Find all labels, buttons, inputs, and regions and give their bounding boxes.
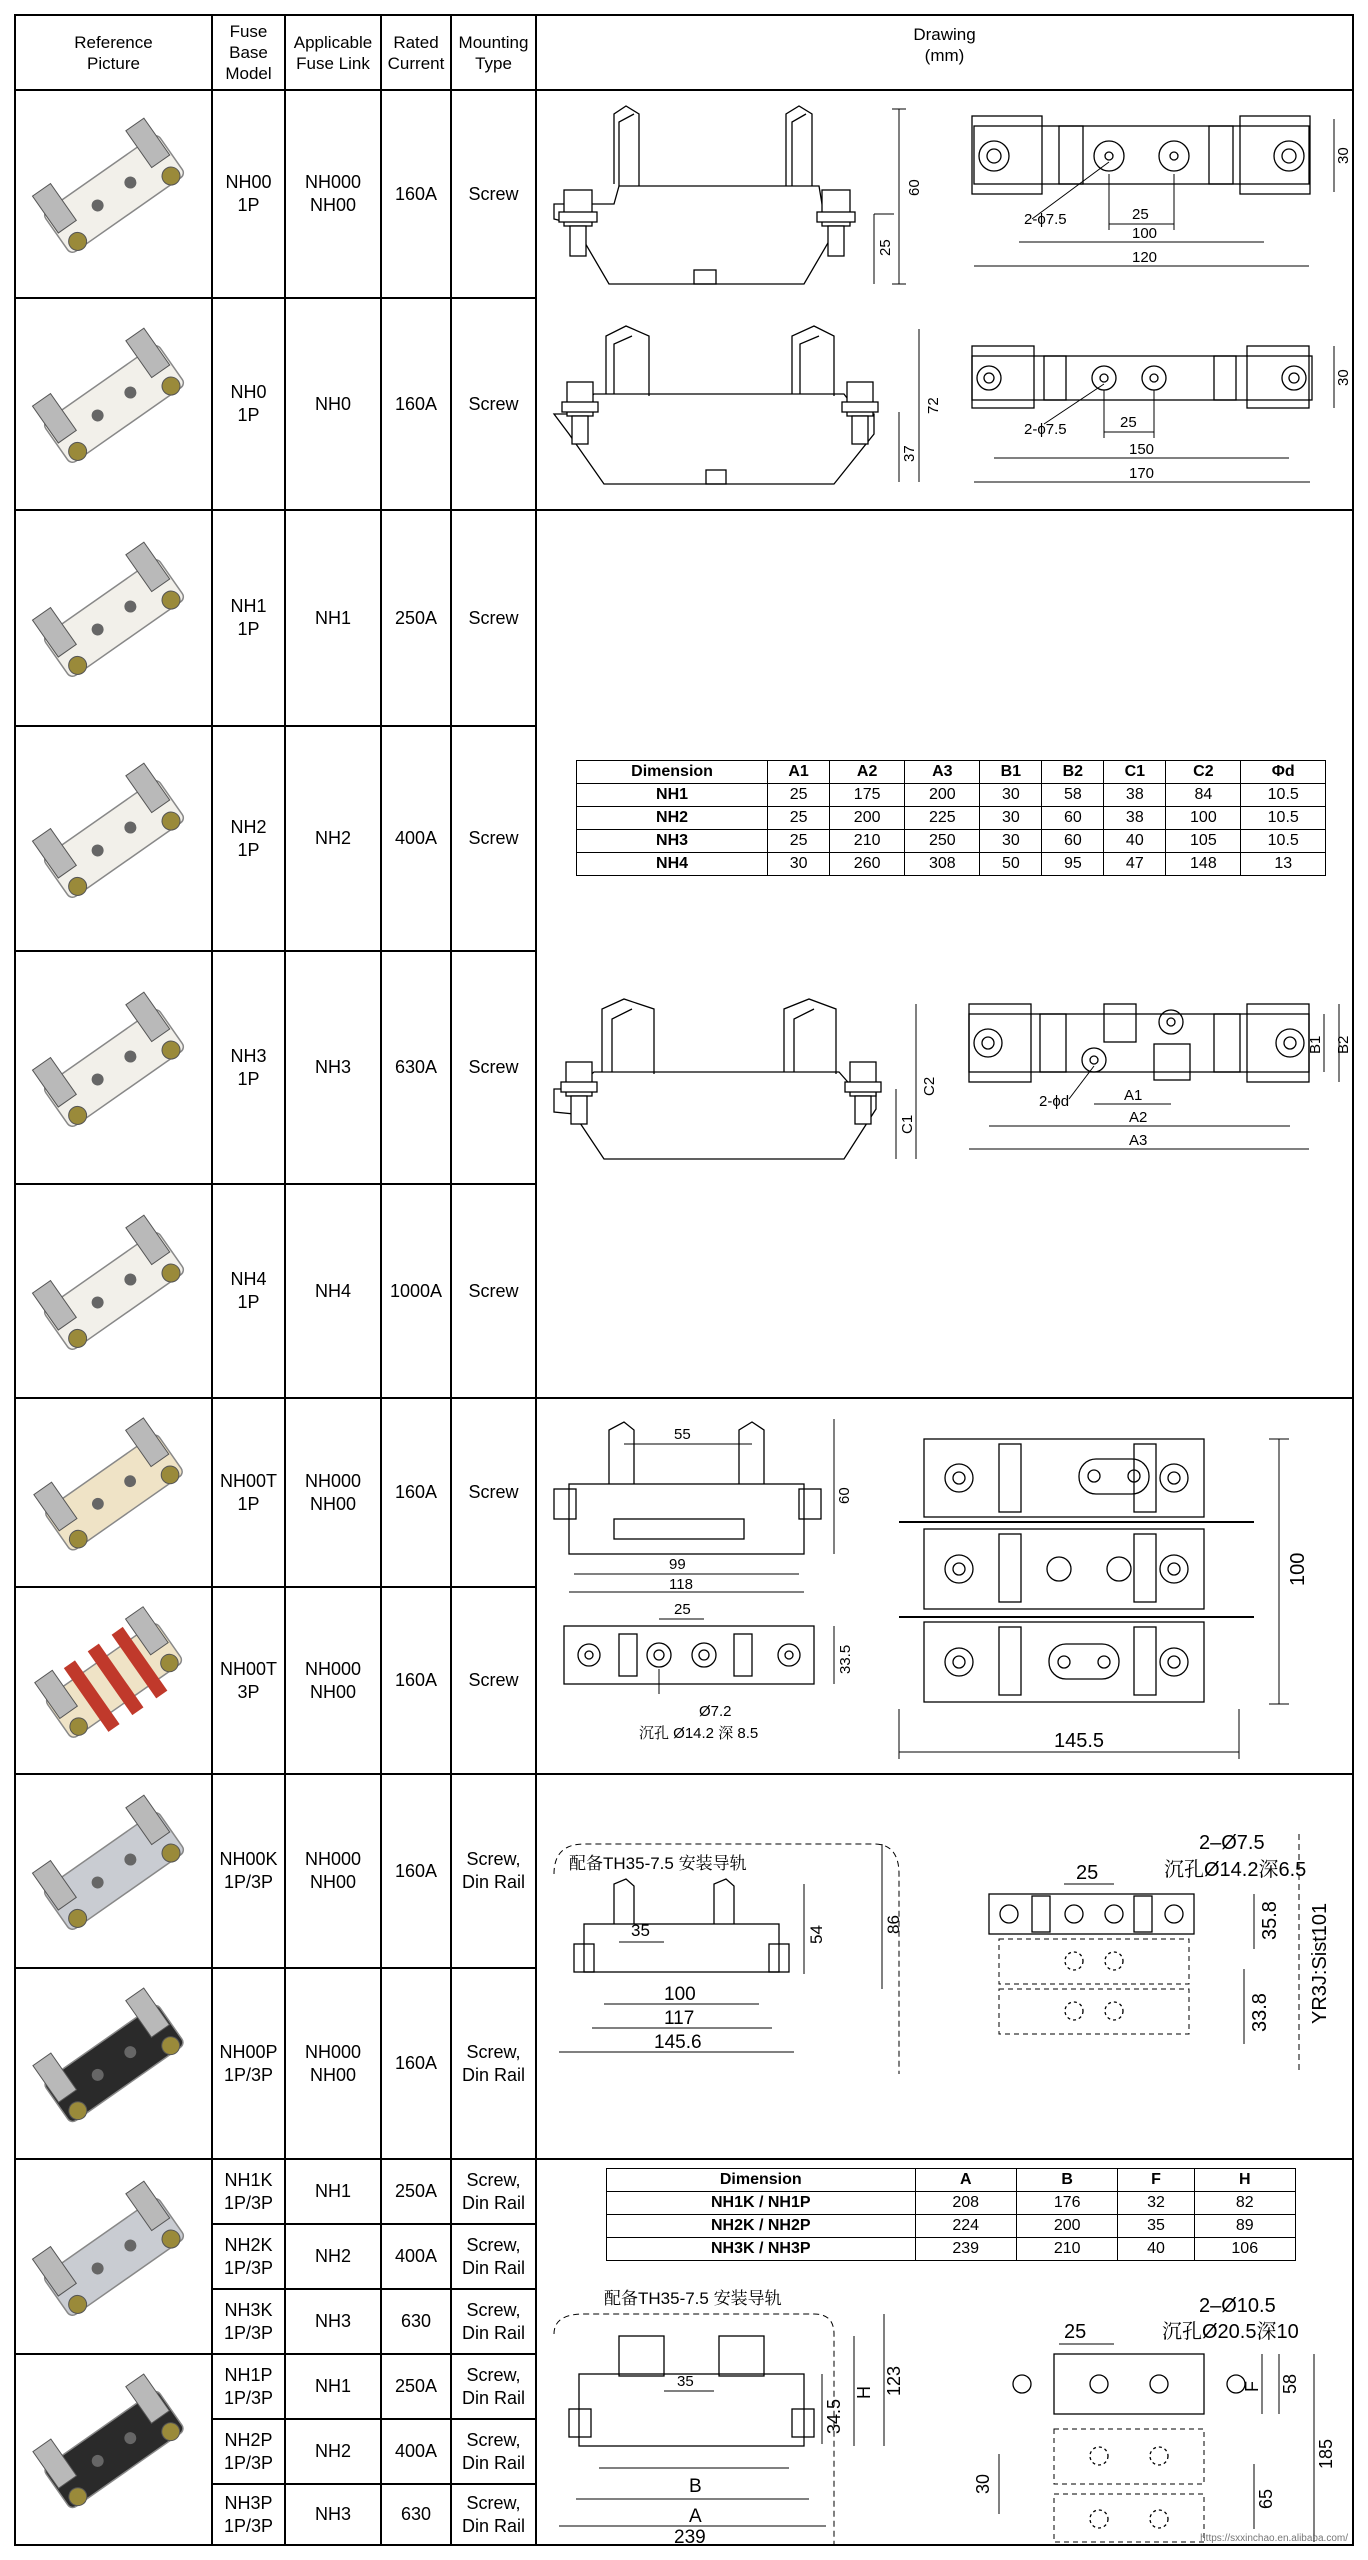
- table-header-cell: H: [1194, 2169, 1295, 2192]
- table-cell: 200: [830, 807, 905, 830]
- row-fuse-link: NH1: [314, 607, 351, 628]
- header-mounting: Mounting Type: [458, 32, 529, 73]
- row-mounting: Screw: [468, 1670, 519, 1690]
- dim-label: 120: [1132, 249, 1158, 266]
- dim-label: 54: [807, 1925, 826, 1944]
- table-cell: 25: [768, 807, 830, 830]
- row-current: 400A: [394, 828, 438, 848]
- row-fuse-link: NH1: [314, 2376, 351, 2396]
- table-cell: 260: [830, 853, 905, 876]
- table-cell: 10.5: [1241, 830, 1326, 853]
- row-current: 250A: [394, 2181, 438, 2201]
- row-mounting: Screw: [468, 183, 519, 204]
- dimension-table-nhk: [606, 2168, 1296, 2261]
- row-fuse-link: NH000 NH00: [304, 1658, 362, 1702]
- row-model: NH1P 1P/3P: [223, 2364, 274, 2408]
- drawing-nh00t-3p: [899, 1439, 1309, 1759]
- dim-label: 25: [1120, 414, 1137, 431]
- table-cell: 50: [980, 853, 1042, 876]
- row-model: NH3 1P: [230, 1045, 267, 1089]
- drawings: [14, 14, 1352, 2546]
- dim-label: 沉孔Ø14.2深6.5: [1164, 1859, 1307, 1881]
- row-current: 250A: [394, 2376, 438, 2396]
- dim-label: 33.8: [1249, 1993, 1271, 2032]
- dim-label: 123: [884, 2365, 904, 2396]
- row-fuse-link: NH000 NH00: [304, 1470, 362, 1514]
- table-cell: 38: [1104, 784, 1166, 807]
- table-cell: 308: [905, 853, 980, 876]
- row-model: NH0 1P: [230, 382, 267, 425]
- dim-label: 35: [677, 2373, 694, 2390]
- row-fuse-link: NH2: [314, 2246, 351, 2266]
- row-fuse-link: NH2: [314, 828, 351, 848]
- table-cell: 175: [830, 784, 905, 807]
- row-fuse-link: NH000 NH00: [304, 2041, 362, 2085]
- dim-label: 25: [674, 1601, 691, 1618]
- row-mounting: Screw, Din Rail: [461, 2169, 526, 2213]
- row-mounting: Screw: [468, 607, 519, 628]
- dimension-table-nh: [576, 760, 1326, 876]
- table-cell: 38: [1104, 807, 1166, 830]
- drawing-nh00k-side: [554, 1844, 903, 2074]
- row-fuse-link: NH4: [314, 1280, 351, 1301]
- dim-label: 25: [877, 239, 894, 256]
- table-header-cell: A3: [905, 761, 980, 784]
- table-header-cell: Dimension: [607, 2169, 916, 2192]
- table-cell: 200: [1016, 2215, 1117, 2238]
- dim-label: 25: [1132, 206, 1149, 223]
- dim-label: 35.8: [1259, 1901, 1281, 1940]
- row-current: 160A: [394, 183, 438, 204]
- dim-label: 86: [884, 1915, 903, 1934]
- row-mounting: Screw: [468, 393, 519, 414]
- row-model: NH00T 1P: [219, 1470, 277, 1514]
- table-cell: 40: [1118, 2238, 1194, 2261]
- dim-label: B2: [1335, 1035, 1352, 1054]
- table-cell: 105: [1166, 830, 1241, 853]
- row-fuse-link: NH1: [314, 2181, 351, 2201]
- row-current: 160A: [394, 393, 438, 414]
- table-header-cell: C1: [1104, 761, 1166, 784]
- table-header-cell: B1: [980, 761, 1042, 784]
- dim-label: 35: [631, 1921, 650, 1940]
- table-cell: NH2K / NH2P: [607, 2215, 916, 2238]
- table-header-cell: B: [1016, 2169, 1117, 2192]
- dim-label: 沉孔 Ø14.2 深 8.5: [639, 1725, 759, 1742]
- table-header-cell: F: [1118, 2169, 1194, 2192]
- header-picture: Reference Picture: [74, 32, 153, 73]
- table-cell: 30: [980, 830, 1042, 853]
- header-current: Rated Current: [387, 32, 445, 73]
- row-model: NH00K 1P/3P: [219, 1849, 278, 1892]
- dim-label: 2-ϕ7.5: [1024, 421, 1067, 438]
- dim-label: 60: [906, 179, 923, 196]
- dim-label: A1: [1124, 1087, 1143, 1104]
- row-fuse-link: NH3: [314, 1057, 351, 1077]
- table-cell: NH1K / NH1P: [607, 2192, 916, 2215]
- table-cell: 25: [768, 830, 830, 853]
- table-cell: 47: [1104, 853, 1166, 876]
- dim-label: 配备TH35-7.5 安装导轨: [569, 1854, 747, 1873]
- dim-label: 25: [1076, 1862, 1099, 1884]
- table-cell: 35: [1118, 2215, 1194, 2238]
- header-fuse-link: Applicable Fuse Link: [293, 32, 373, 73]
- drawing-nh00k-top: [989, 1832, 1331, 2074]
- row-fuse-link: NH2: [314, 2441, 351, 2461]
- dim-label: 150: [1129, 441, 1155, 458]
- row-model: NH4 1P: [230, 1269, 267, 1312]
- table-cell: 13: [1241, 853, 1326, 876]
- row-current: 160A: [394, 1860, 438, 1881]
- table-cell: 25: [768, 784, 830, 807]
- row-current: 250A: [394, 607, 438, 628]
- dim-label: 60: [836, 1487, 853, 1504]
- table-cell: 10.5: [1241, 784, 1326, 807]
- table-cell: NH2: [577, 807, 768, 830]
- row-mounting: Screw: [468, 1057, 519, 1077]
- table-row: [607, 2238, 1296, 2261]
- dim-label: 100: [664, 1984, 696, 2005]
- dim-label: C1: [899, 1114, 916, 1134]
- drawing-nh1k-side: [554, 2289, 904, 2546]
- table-row: [607, 2215, 1296, 2238]
- table-cell: 10.5: [1241, 807, 1326, 830]
- table-cell: NH3K / NH3P: [607, 2238, 916, 2261]
- table-header-cell: B2: [1042, 761, 1104, 784]
- watermark: https://sxxinchao.en.alibaba.com/: [1200, 2533, 1348, 2544]
- table-header-cell: Dimension: [577, 761, 768, 784]
- row-model: NH3K 1P/3P: [223, 2299, 274, 2343]
- table-row: [577, 853, 1326, 876]
- table-cell: 100: [1166, 807, 1241, 830]
- table-cell: 40: [1104, 830, 1166, 853]
- row-mounting: Screw, Din Rail: [461, 2234, 526, 2278]
- row-mounting: Screw: [468, 1280, 519, 1301]
- dim-label: 239: [674, 2527, 706, 2546]
- grid-line: [1352, 14, 1354, 2546]
- table-cell: 60: [1042, 807, 1104, 830]
- dim-label: 55: [674, 1426, 691, 1443]
- row-current: 160A: [394, 2053, 438, 2073]
- row-current: 630: [400, 2311, 432, 2331]
- row-mounting: Screw, Din Rail: [461, 2041, 526, 2085]
- row-model: NH1K 1P/3P: [223, 2169, 274, 2213]
- dim-label: 100: [1132, 225, 1158, 242]
- drawing-nh-generic-top: [969, 1004, 1352, 1149]
- row-mounting: Screw, Din Rail: [461, 2364, 526, 2408]
- row-current: 400A: [394, 2246, 438, 2266]
- dim-label: 33.5: [837, 1644, 854, 1674]
- table-cell: 210: [1016, 2238, 1117, 2261]
- dim-label: 145.6: [654, 2032, 702, 2053]
- table-cell: NH3: [577, 830, 768, 853]
- row-fuse-link: NH3: [314, 2504, 351, 2524]
- drawing-nh00-top: [972, 116, 1352, 266]
- table-header-cell: A1: [768, 761, 830, 784]
- table-cell: 30: [768, 853, 830, 876]
- row-model: NH2 1P: [230, 816, 267, 860]
- dim-label: 100: [1287, 1552, 1309, 1586]
- row-model: NH1 1P: [230, 596, 267, 639]
- table-cell: 210: [830, 830, 905, 853]
- dim-label: 170: [1129, 465, 1155, 482]
- row-current: 160A: [394, 1482, 438, 1502]
- table-cell: 200: [905, 784, 980, 807]
- dim-label: 65: [1256, 2488, 1276, 2509]
- table-cell: 82: [1194, 2192, 1295, 2215]
- table-row: [577, 784, 1326, 807]
- dim-label: 30: [1335, 147, 1352, 164]
- row-current: 1000A: [389, 1280, 443, 1301]
- drawing-nh00t-top: [564, 1601, 854, 1742]
- dim-label: 30: [1335, 369, 1352, 386]
- table-cell: NH4: [577, 853, 768, 876]
- table-header-cell: A2: [830, 761, 905, 784]
- dim-label: 118: [669, 1576, 693, 1593]
- row-mounting: Screw: [468, 828, 519, 848]
- dim-label: 72: [925, 397, 942, 414]
- row-model: NH2P 1P/3P: [223, 2429, 274, 2473]
- table-cell: 176: [1016, 2192, 1117, 2215]
- dim-label: B1: [1307, 1035, 1324, 1054]
- row-current: 400A: [394, 2441, 438, 2461]
- table-cell: 250: [905, 830, 980, 853]
- dim-label: 2-ϕd: [1039, 1093, 1070, 1110]
- row-current: 160A: [394, 1670, 438, 1690]
- dim-label: F: [1242, 2381, 1262, 2392]
- dim-label: A2: [1129, 1109, 1148, 1126]
- row-model: NH2K 1P/3P: [223, 2234, 274, 2278]
- dim-label: A3: [1129, 1132, 1148, 1149]
- row-mounting: Screw, Din Rail: [461, 2429, 526, 2473]
- table-cell: 95: [1042, 853, 1104, 876]
- table-row: [577, 830, 1326, 853]
- table-cell: 106: [1194, 2238, 1295, 2261]
- row-fuse-link: NH000 NH00: [304, 172, 362, 215]
- table-header-cell: C2: [1166, 761, 1241, 784]
- table-cell: 148: [1166, 853, 1241, 876]
- dim-label: 2-ϕ7.5: [1024, 211, 1067, 228]
- drawing-nh-generic-side: [554, 999, 938, 1159]
- dim-label: A: [689, 2506, 702, 2527]
- table-header-cell: A: [915, 2169, 1016, 2192]
- table-row: [577, 807, 1326, 830]
- dim-label: 沉孔Ø20.5深10: [1162, 2321, 1299, 2343]
- row-fuse-link: NH000 NH00: [304, 1849, 362, 1892]
- drawing-nh1k-top: [973, 2295, 1336, 2542]
- dim-label: 30: [973, 2473, 993, 2494]
- table-cell: 89: [1194, 2215, 1295, 2238]
- dim-label: H: [854, 2386, 874, 2399]
- table-header-cell: Φd: [1241, 761, 1326, 784]
- table-cell: 30: [980, 807, 1042, 830]
- dim-label: 117: [664, 2008, 695, 2029]
- dim-label: 99: [669, 1556, 686, 1573]
- table-cell: 84: [1166, 784, 1241, 807]
- row-current: 630: [400, 2504, 432, 2524]
- dim-label: YR3J:Sist101: [1309, 1902, 1331, 2024]
- drawing-nh0-side: [554, 326, 942, 484]
- header-model: Fuse Base Model: [225, 22, 272, 83]
- dim-label: B: [689, 2476, 702, 2497]
- table-cell: 208: [915, 2192, 1016, 2215]
- row-mounting: Screw, Din Rail: [461, 2492, 526, 2536]
- row-current: 630A: [394, 1057, 438, 1077]
- dim-label: C2: [921, 1076, 938, 1096]
- table-cell: 32: [1118, 2192, 1194, 2215]
- dim-label: Ø7.2: [699, 1703, 732, 1720]
- row-model: NH3P 1P/3P: [223, 2492, 274, 2536]
- table-cell: 225: [905, 807, 980, 830]
- spec-sheet: [14, 14, 1354, 2546]
- table-cell: 224: [915, 2215, 1016, 2238]
- dim-label: 25: [1064, 2321, 1087, 2343]
- dim-label: 34.5: [824, 2398, 844, 2434]
- dim-label: 37: [901, 445, 918, 462]
- header-drawing: Drawing (mm): [913, 25, 976, 65]
- dim-label: 配备TH35-7.5 安装导轨: [604, 2289, 782, 2308]
- drawing-nh00-side: [554, 106, 923, 284]
- row-fuse-link: NH0: [314, 393, 351, 414]
- table-cell: 239: [915, 2238, 1016, 2261]
- row-fuse-link: NH3: [314, 2311, 351, 2331]
- table-cell: 30: [980, 784, 1042, 807]
- row-mounting: Screw, Din Rail: [461, 1849, 526, 1892]
- drawing-nh0-top: [972, 346, 1352, 482]
- drawing-nh00t-side: [554, 1419, 853, 1593]
- dim-label: 2–Ø10.5: [1199, 2295, 1276, 2317]
- dim-label: 145.5: [1054, 1730, 1105, 1752]
- table-cell: 60: [1042, 830, 1104, 853]
- dim-label: 58: [1280, 2373, 1300, 2394]
- table-cell: NH1: [577, 784, 768, 807]
- dim-label: 185: [1316, 2438, 1336, 2469]
- dim-label: 2–Ø7.5: [1199, 1832, 1265, 1854]
- table-cell: 58: [1042, 784, 1104, 807]
- row-model: NH00P 1P/3P: [219, 2041, 278, 2085]
- row-model: NH00 1P: [225, 172, 272, 215]
- row-mounting: Screw, Din Rail: [461, 2299, 526, 2343]
- table-row: [607, 2192, 1296, 2215]
- row-model: NH00T 3P: [219, 1658, 277, 1702]
- row-mounting: Screw: [468, 1482, 519, 1502]
